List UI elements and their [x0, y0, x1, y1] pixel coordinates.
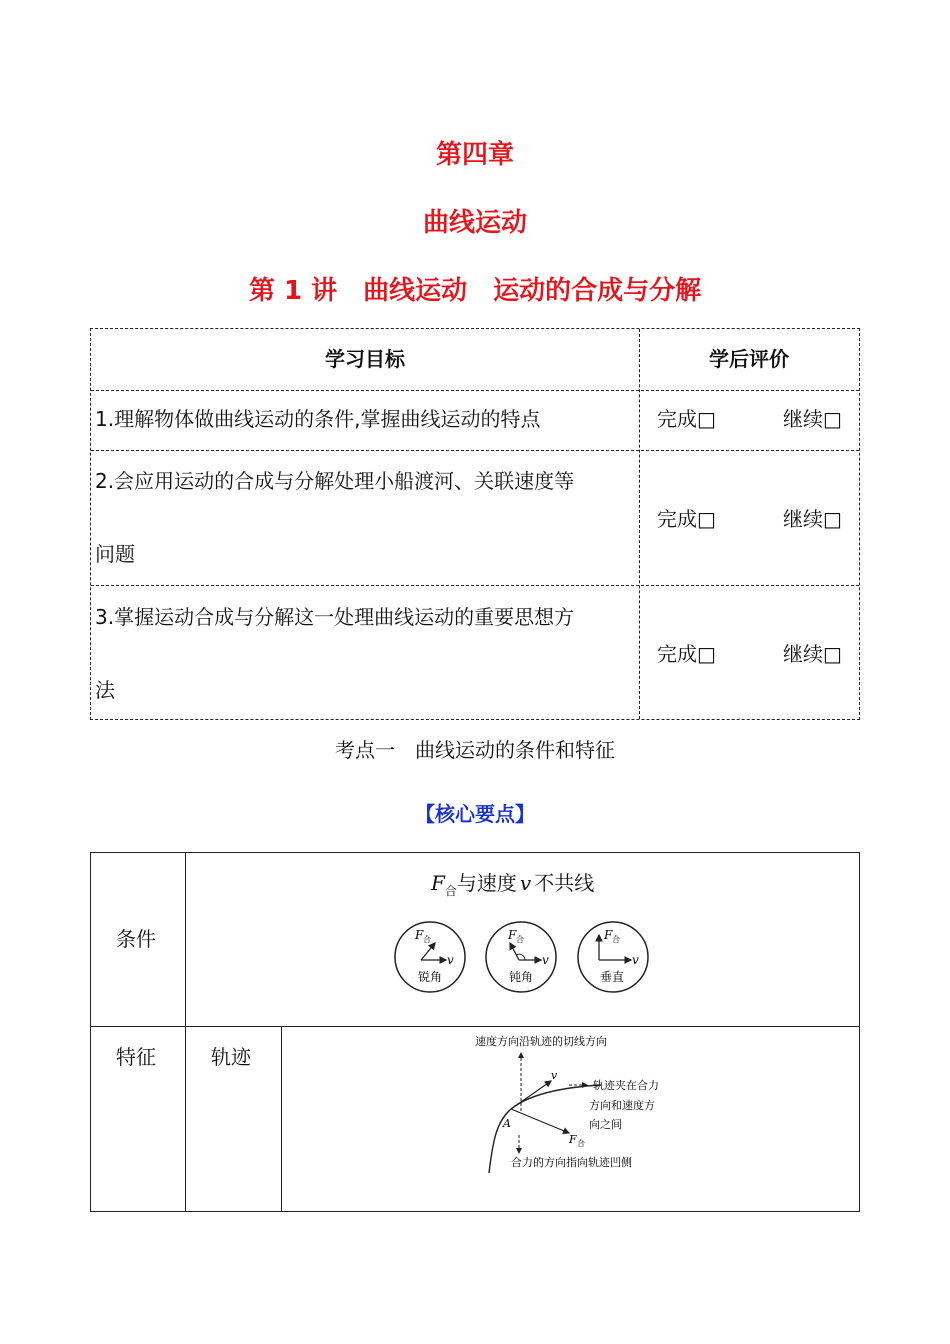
- obtuse-angle-diagram: [486, 922, 556, 992]
- velocity-label: v: [542, 953, 549, 967]
- force-label: F: [569, 1133, 577, 1146]
- row-divider: [91, 450, 859, 451]
- done-checkbox[interactable]: 完成□: [657, 507, 716, 531]
- force-arrow: [511, 1109, 569, 1133]
- tangent-note: 速度方向沿轨迹的切线方向: [475, 1035, 607, 1048]
- diagram-caption: 垂直: [600, 970, 625, 984]
- point-a-label: A: [503, 1117, 511, 1130]
- row-divider: [91, 585, 859, 586]
- feature-label: 特征: [116, 1045, 156, 1069]
- diagram-caption: 锐角: [418, 970, 443, 984]
- row-divider: [91, 390, 859, 391]
- condition-post: 不共线: [534, 871, 595, 895]
- perpendicular-diagram: [578, 922, 648, 992]
- between-note-2: 方向和速度方: [589, 1099, 655, 1112]
- velocity-label: v: [632, 953, 639, 967]
- between-note-3: 向之间: [589, 1118, 622, 1131]
- diagram-caption: 钝角: [509, 970, 534, 984]
- velocity-arrow: [511, 1081, 551, 1109]
- between-note-1: 轨迹夹在合力: [593, 1079, 659, 1092]
- done-checkbox[interactable]: 完成□: [657, 642, 716, 666]
- velocity-symbol: v: [519, 871, 532, 895]
- eval-row-1: [657, 403, 847, 433]
- done-checkbox[interactable]: 完成□: [657, 407, 716, 431]
- header-goals: 学习目标: [325, 347, 405, 371]
- concave-note: 合力的方向指向轨迹凹侧: [511, 1156, 632, 1169]
- lecture-title: 第 1 讲 曲线运动 运动的合成与分解: [248, 276, 702, 306]
- continue-checkbox[interactable]: 继续□: [783, 507, 842, 531]
- angle-diagrams: [391, 919, 661, 999]
- row-divider: [91, 1026, 859, 1027]
- velocity-label: v: [447, 953, 454, 967]
- chapter-title: 第四章: [435, 140, 514, 170]
- section-title: 考点一 曲线运动的条件和特征: [335, 738, 615, 762]
- core-points-heading: 【核心要点】: [415, 802, 535, 826]
- continue-checkbox[interactable]: 继续□: [783, 407, 842, 431]
- goal-text-cont: 法: [95, 678, 115, 702]
- column-divider: [281, 1026, 282, 1211]
- header-evaluation: 学后评价: [709, 347, 789, 371]
- velocity-label: v: [551, 1069, 558, 1082]
- goal-text: 1.理解物体做曲线运动的条件,掌握曲线运动的特点: [95, 407, 541, 431]
- condition-statement: [431, 867, 594, 899]
- column-divider: [185, 853, 186, 1211]
- goal-text-cont: 问题: [95, 542, 135, 566]
- core-points-table: [90, 852, 860, 1212]
- force-symbol: F: [431, 871, 445, 895]
- force-label: F: [508, 928, 517, 942]
- learning-goals-table: [90, 328, 860, 720]
- acute-angle-diagram: [395, 922, 465, 992]
- eval-row-2: [657, 503, 847, 533]
- goal-row-1: [95, 403, 635, 432]
- goal-text: 3.掌握运动合成与分解这一处理曲线运动的重要思想方: [95, 605, 575, 629]
- continue-checkbox[interactable]: 继续□: [783, 642, 842, 666]
- trajectory-label: 轨迹: [211, 1045, 251, 1069]
- force-subscript: 合: [444, 884, 457, 898]
- goal-row-3: [95, 601, 640, 703]
- eval-row-3: [657, 638, 847, 668]
- force-sub: 合: [516, 935, 524, 944]
- force-sub: 合: [577, 1139, 585, 1148]
- force-arrow: [510, 943, 519, 960]
- condition-mid: 与速度: [456, 871, 517, 895]
- force-sub: 合: [423, 935, 431, 944]
- goal-text: 2.会应用运动的合成与分解处理小船渡河、关联速度等: [95, 469, 575, 493]
- goal-row-2: [95, 465, 640, 567]
- chapter-subtitle: 曲线运动: [422, 208, 527, 238]
- force-label: F: [415, 928, 424, 942]
- force-label: F: [604, 928, 613, 942]
- force-arrow: [421, 943, 435, 960]
- force-sub: 合: [612, 935, 620, 944]
- trajectory-figure: [471, 1029, 711, 1179]
- condition-label: 条件: [116, 927, 156, 951]
